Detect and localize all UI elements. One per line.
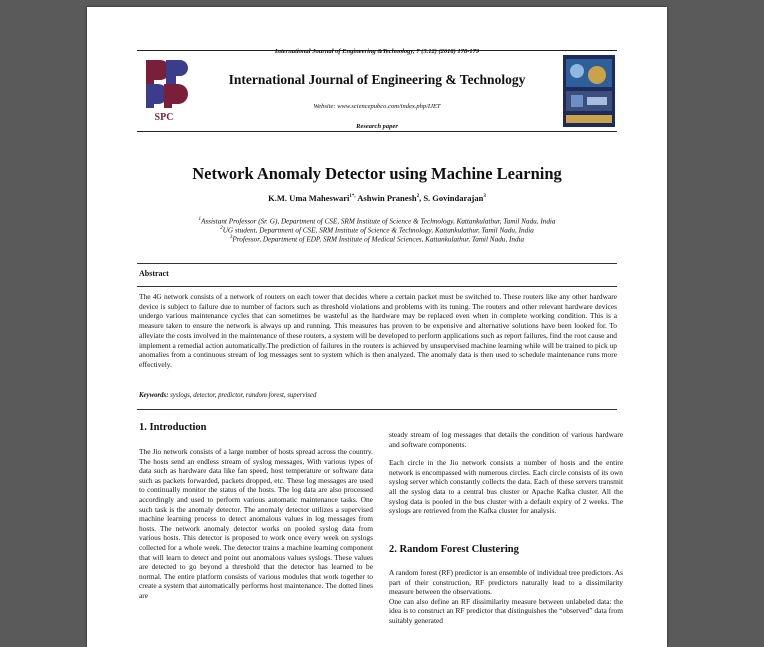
abstract-rule-bottom: [137, 409, 617, 410]
author-sup: 1*,: [349, 194, 356, 200]
paragraph: One can also define an RF dissimilarity measure between unlabeled data: the idea is to construct an RF predictor that distinguishes the “observed” data from suitably generated: [389, 596, 623, 625]
author-name: K.M. Uma Maheswari: [268, 193, 350, 203]
spc-logo: [140, 54, 188, 124]
author-sup: 3: [483, 194, 486, 200]
author-sup: 2: [416, 194, 420, 200]
affiliation-text: UG student, Department of CSE, SRM Institute of Science & Technology, Kattankulathur, Tamil Nadu, India: [222, 226, 534, 235]
paper-type: Research paper: [356, 123, 398, 130]
left-column: [139, 447, 373, 601]
journal-cover-image: [563, 55, 615, 127]
journal-website: Website: www.sciencepubco.com/index.php/IJET: [313, 103, 441, 110]
logo-text: SPC: [154, 112, 174, 123]
keywords-label: Keywords:: [139, 392, 169, 399]
header-rule-bottom: [137, 131, 617, 132]
paragraph: Each circle in the Jio network consists a number of hosts and the entire network is encompassed with numerous circles. Each circle consists of its own syslog server which constantly collects the data. Each of these servers transmit all the syslog data to a central bus cluster or Apache Kafka cluster. All the syslog data is pooled in the bus cluster with a default expiry of 2 weeks. The syslogs are retrieved from the Kafka cluster for analysis.: [389, 458, 623, 516]
affiliation: [107, 235, 647, 243]
right-column-bottom: [389, 568, 623, 626]
affiliation-text: Assistant Professor (Sr. G), Department of CSE, SRM Institute of Science & Technology, Kattankulathur, Tamil Nadu, India: [200, 217, 556, 226]
journal-header: [137, 48, 617, 132]
section-heading-introduction: 1. Introduction: [139, 422, 207, 433]
author-name: S. Govindarajan: [423, 193, 484, 203]
citation-line: International Journal of Engineering &Technology, 7 (3.12) (2018) 178-179: [274, 48, 480, 55]
affiliation-sup: 1: [198, 217, 201, 222]
abstract-text: The 4G network consists of a network of routers on each tower that decides where a certain packet must be switched to. These routers like any other hardware device is subject to failure due to number of factors such as threshold violations and problems with its tuning. The routers and other relevant hardware devices undergo various maintenance cycles that can sometimes be wasteful as the hardware may be replaced even when in complete working condition. This is a measure taken to ensure the network is always up and running. This measures has proven to be expensive and alternative solutions have been looked for. To alleviate the costs involved in the maintenance of these routers, a system will be developed to perform applications such as report failures, find the root cause and implement a remedial action automatically.The prediction of failures in the routers is achieved by unsupervised machine learning while will be trained to pick up anomalies from a continuous stream of log messages sent to system which is then analyzed. The anomaly data is then used to schedule maintenance runs more effectively.: [139, 292, 617, 369]
abstract-rule-top: [137, 263, 617, 264]
paper-title: Network Anomaly Detector using Machine Learning: [192, 164, 562, 183]
affiliation: [107, 226, 647, 234]
author-list: K.M. Uma Maheswari$^{1*,}$ Ashwin Pranesh$^2$, S. Govindarajan$^3$: [268, 193, 486, 203]
abstract-heading: Abstract: [139, 269, 169, 278]
affiliation-text: Professor, Department of EDP, SRM Institute of Medical Sciences, Kattankulathur, Tamil Nadu, India: [232, 235, 525, 244]
paper-page: [87, 7, 667, 647]
paragraph: A random forest (RF) predictor is an ensemble of individual tree predictors. As part of their construction, RF predictors naturally lead to a dissimilarity measure between the observations.: [389, 568, 623, 597]
keywords-text: syslogs, detector, predictor, random forest, supervised: [170, 392, 317, 399]
journal-name: International Journal of Engineering & Technology: [228, 72, 526, 87]
introduction-text: The Jio network consists of a large number of hosts spread across the country. The hosts send an endless stream of syslog messages, With various types of data such as hardware data like fan speed, host temperature or software data such as packets forwarded, packets dropped, etc. These log messages are used to continually monitor the status of the hosts. The log data are also processed accordingly and used to perform various automatic maintenance tasks. One such task is the anomaly detector. The anomaly detector utilizes a supervised machine learning process to detect anomalous values in log messages from hosts. The network anomaly detector works on pooled syslog data from various hosts. This detector is proposed to work once every week on syslogs collected for a whole week. The detector trains a machine learning component that will learn to detect and point out anomalous values syslogs. These values are detected to go beyond a threshold that the detector has learned to be normal. The entire platform consists of various modules that work together to create a system that automatically performs host maintenance. The dotted lines are: [139, 447, 373, 600]
section-heading-random-forest: 2. Random Forest Clustering: [389, 544, 519, 555]
author-name: Ashwin Pranesh: [357, 193, 417, 203]
paragraph: steady stream of log messages that details the condition of various hardware and software components.: [389, 430, 623, 449]
abstract-rule-mid: [137, 286, 617, 287]
right-column-top: [389, 430, 623, 516]
keywords-line: [139, 392, 316, 399]
affiliation: [107, 217, 647, 225]
affiliation-sup: 2: [220, 226, 223, 231]
affiliation-sup: 3: [229, 235, 233, 240]
